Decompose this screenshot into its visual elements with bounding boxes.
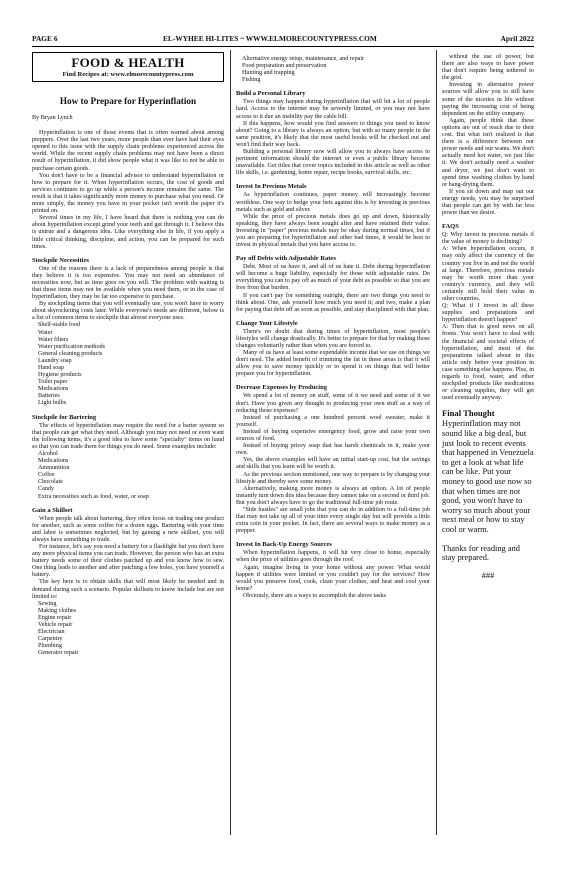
paragraph: Again, people think that these options are out of reach due to their cost. But what isn't realized is that there is a difference between our power needs and our wants. We don't actually need hot water, we just like it. We don't actually need a washer and dryer, we just don't want to spend time washing clothes by hand or hang-drying them. (442, 117, 534, 188)
list-item: Food preparation and preservation (242, 63, 327, 70)
section-box (32, 52, 224, 82)
paragraph: As the previous section mentioned, one way to prepare is by changing your lifestyle and thereby save some money. (236, 471, 430, 485)
heading-debts: Pay off Debts with Adjustable Rates (236, 255, 336, 263)
list-item: Hand soap (38, 365, 65, 371)
list-item: Generator repair (38, 650, 79, 657)
paragraph: One of the reasons there is a lack of preparedness among people is that they believe it is too expensive. You may not need an abundance of necessities now, but as time goes on you will. The problem with waiting is that those items may not be available when you need them, or in the case of hyperinflation, they may be far too expensive to purchase. (32, 265, 224, 301)
paragraph: Again, imagine living in your home without any power. What would happen if utilities were limited or you couldn't pay for the services? How would you preserve food, cook, clean your clothes, and heat and cool your home? (236, 564, 430, 592)
list-item: Sewing (38, 600, 57, 607)
list-item: Carpentry (38, 636, 63, 643)
stockpile-text (32, 266, 224, 323)
article-title: How to Prepare for Hyperinflation (59, 96, 197, 106)
final-text (442, 419, 534, 562)
paragraph: For instance, let's say you need a battery for a flashlight but you don't have any more physical items you can trade. However, the person who has an extra battery needs some of their clothes patched up and you know how to sew. One thing leads to another and after patching a few holes, you have yourself a battery. (32, 543, 224, 579)
list-item: Toilet paper (38, 379, 68, 386)
heading-faqs: FAQS (442, 223, 459, 231)
newspaper-page (32, 32, 534, 835)
skillset-list-continued (236, 56, 430, 84)
paragraph: "Side hustles" are small jobs that you can do in addition to a full-time job that may not take up all of your time every single day but will provide a little extra coin in your pocket. In fact, there are several ways to make money as a prepper. (236, 506, 430, 535)
page-number: PAGE 6 (32, 34, 58, 43)
paragraph: Yes, the above examples will have an initial start-up cost, but the savings and skills that you learn will be worth it. (236, 457, 430, 471)
list-item: Vehicle repair (38, 622, 73, 628)
column-divider (230, 50, 231, 835)
paragraph: Many of us have at least some expendable income that we use on things we don't need. The added benefit of trimming the fat in these areas is that it will allow you to save money quickly or to spend it on things that will better prepare you for hyperinflation. (236, 350, 430, 378)
list-item: Engine repair (38, 614, 72, 621)
list-item: Plumbing (38, 643, 62, 650)
list-item: Batteries (38, 393, 60, 400)
heading-lifestyle: Change Your Lifestyle (236, 319, 298, 327)
paragraph: If this happens, how would you find answers to things you need to know about? Going to a library is always an option, but with so many people in the same position, it's likely that the most useful books will be checked out and won't find their way back. (236, 120, 430, 148)
column-divider (436, 50, 437, 835)
stockpile-list (32, 322, 224, 407)
list-item: Ammunition (38, 465, 70, 472)
paragraph: If you can't pay for something outright, there are two things you need to think about. One, ask yourself how much you need it; and two, make a plan for paying that debt off as soon as possible, and stay disciplined with that plan. (236, 292, 430, 313)
paragraph: When people talk about bartering, they often focus on trading one product for another, such as some coffee for a dozen eggs. Bartering with your time and labor is sometimes neglected, but by gaining a new skillset, you will always have something to trade. (32, 515, 224, 543)
section-subtitle: Find Recipes at: www.elmorecountypress.com (62, 71, 194, 78)
paragraph: As hyperinflation continues, paper money will increasingly become worthless. One way to hedge your bets against this is by investing in precious metals such as gold and silver. (236, 192, 430, 213)
list-item: Fishing (242, 77, 261, 84)
paragraph: Q: What if I invest in all these supplies and preparations and hyperinflation doesn't happen? (442, 303, 534, 324)
end-mark: ### (481, 570, 495, 580)
paper-masthead: EL-WYHEE HI-LITES ~ WWW.ELMORECOUNTYPRESS.COM (163, 34, 377, 43)
paragraph: Investing in alternative power sources will allow you to still have some of the niceties in life without paying the increasing cost of being dependent on the utility company. (442, 82, 534, 117)
energy-text-continued (442, 54, 534, 217)
paragraph: Building a personal library now will allow you to always have access to pertinent information should the internet or even a public library become unavailable. Get titles that cover topics included in this article as well as other life skills, i.e. gardening, home repair, recipe books, survival skills, etc. (236, 149, 430, 177)
intro (32, 130, 224, 251)
list-item: Water purification methods (38, 343, 106, 350)
paragraph: Instead of buying expensive emergency food, grow and raise your own sources of food. (236, 428, 430, 443)
paragraph: The effects of hyperinflation may require the need for a barter system so that people can get what they need. Although you may not need or even want the following items, it's a good idea to have some "specialty" items on hand so that you can trade them for things you do need. Some examples include: (32, 422, 224, 450)
paragraph: Hyperinflation may not sound like a big deal, but just look to recent events that happened in Venezuela to get a look at what life can be like. Put your money to good use now so that when times are not good, you won't have to worry so much about your next meal or how to stay cool or warm. (442, 419, 534, 534)
paragraph: The key here is to obtain skills that will most likely be needed and in demand during such a scenario. Popular skillsets to know include but are not limited to: (32, 579, 224, 600)
expenses-text (236, 393, 430, 535)
lifestyle-text (236, 329, 430, 379)
list-item: Alternative energy setup, maintenance, and repair (242, 56, 365, 62)
bartering-text (32, 423, 224, 451)
energy-text (236, 550, 430, 600)
list-item: Water (38, 329, 53, 336)
list-item: General cleaning products (38, 350, 103, 357)
paragraph: A: Then that is good news on all fronts. You won't have to deal with the financial and societal effects of hyperinflation, and most of the preparations talked about in this article only better your position in case something else happens. Plus, in regards to food, water, and other stockpiled products like medications or cleaning supplies, they will get used eventually anyway. (442, 324, 534, 402)
list-item: Medications (38, 386, 69, 393)
heading-expenses: Decrease Expenses by Producing (236, 384, 327, 392)
paragraph: While the price of precious metals does go up and down, historically speaking, they have always been sought after and have retained their value. Investing in "paper" precious metals may be okay during normal times, but if you are preparing for hyperinflation and other bad times, it would be best to invest in physical metals that you have access to. (236, 213, 430, 249)
list-item: Making clothes (38, 607, 77, 614)
list-item: Medications (38, 458, 69, 465)
heading-skillset: Gain a Skillset (32, 506, 73, 514)
list-item: Extra necessities such as food, water, or soap (38, 493, 149, 500)
byline: By Bryan Lynch (32, 115, 73, 121)
column-2 (236, 56, 430, 600)
section-title: FOOD & HEALTH (71, 55, 185, 70)
metals-text (236, 192, 430, 249)
list-item: Electrician (38, 629, 65, 636)
skillset-list (32, 601, 224, 658)
paragraph: By stockpiling items that you will eventually use, you won't have to worry about skyrocketing costs later. While everyone's needs are different, below is a list of common items to stockpile that almost everyone uses. (32, 301, 224, 322)
list-item: Alcohol (38, 450, 58, 457)
page-header (32, 32, 534, 47)
heading-energy: Invest In Back-Up Energy Sources (236, 541, 332, 549)
paragraph: A: When hyperinflation occurs, it may only affect the currency of the country you live in and not the world at large. Therefore, precious metals may be worth more than your country's currency, and they will certainly still hold their value in other countries. (442, 246, 534, 302)
heading-bartering: Stockpile for Bartering (32, 413, 97, 421)
paragraph: Thanks for reading and stay prepared. (442, 543, 520, 563)
column-1 (32, 52, 224, 657)
paragraph: Debt. Most of us have it, and all of us hate it. Debt during hyperinflation will become a huge liability, especially for those with adjustable rates. Do everything you can to pay off as much of your debt as possible so that you are free from that burden. (236, 264, 430, 292)
list-item: Coffee (38, 472, 55, 479)
paragraph: There's no doubt that during times of hyperinflation, most people's lifestyles will change drastically. It's better to prepare for that by making those changes voluntarily rather than when you are forced to. (236, 328, 430, 349)
paragraph: We spend a lot of money on stuff, some of it we need and some of it we don't. Have you given any thought to producing your own stuff as a way of reducing those expenses? (236, 393, 430, 414)
debts-text (236, 264, 430, 314)
issue-date: April 2022 (500, 34, 534, 43)
paragraph: Alternatively, making more money is always an option. A lot of people instantly turn down this idea because they cannot take on a second or third job. But you don't always have to go the traditional full-time job route. (236, 485, 430, 506)
paragraph: You don't have to be a financial advisor to understand hyperinflation or how to prepare for it. When hyperinflation occurs, the cost of goods and services continues to go up while a person's income remains the same. The result is that it takes significantly more money to purchase what you need. Or more simply, the money you have in your pocket isn't worth the paper it's printed on. (32, 172, 224, 215)
heading-metals: Invest In Precious Metals (236, 183, 307, 191)
faqs-text (442, 232, 534, 402)
list-item: Shelf-stable food (38, 322, 81, 329)
paragraph: Several times in my life, I have heard that there is nothing you can do about hyperinflation except grind your teeth and get through it. I believe this is untrue and a dangerous idea. Like everything else in life, if you apply a little critical thinking, discipline, and action, you can be prepared for such times. (32, 215, 224, 250)
list-item: Laundry soap (38, 357, 72, 364)
list-item: Candy (38, 486, 55, 493)
column-3 (442, 54, 534, 580)
list-item: Water filters (38, 336, 69, 343)
list-item: Hygiene products (38, 372, 82, 379)
final-thought (442, 408, 534, 580)
paragraph: Two things may happen during hyperinflation that will hit a lot of people hard. Access to the internet may be severely limited, or you may not have access to it due an inability pay the cable bill. (236, 99, 430, 120)
paragraph: without the use of power, but there are also ways to have power that don't require being tethered to the grid. (442, 54, 534, 82)
heading-final: Final Thought (442, 408, 495, 419)
paragraph: If you sit down and map out our energy needs, you may be surprised that people can get by with far less power than we desire. (442, 188, 534, 217)
paragraph: Q: Why invest in precious metals if the value of money is declining? (442, 232, 534, 246)
heading-library: Build a Personal Library (236, 90, 306, 98)
skillset-text (32, 516, 224, 601)
bartering-list (32, 451, 224, 501)
list-item: Chocolate (38, 479, 63, 486)
list-item: Light bulbs (38, 400, 67, 407)
paragraph: Obviously, there are a ways to accomplish the above tasks (243, 592, 386, 599)
paragraph: Instead of purchasing a one hundred percent wool sweater, make it yourself. (236, 414, 430, 428)
library-text (236, 99, 430, 177)
paragraph: Hyperinflation is one of those events that is often warned about among preppers. Over the last two years, more people than ever have had their eyes opened to this issue with the supply chain problems experienced across the world. While the recent supply chain problems may not have been a direct result of hyperinflation, it did show people what it was like to not be able to purchase certain goods. (32, 130, 224, 172)
list-item: Hunting and trapping (242, 70, 295, 77)
paragraph: Instead of buying pricey soap that has harsh chemicals in it, make your own. (236, 443, 430, 457)
paragraph: When hyperinflation happens, it will hit very close to home, especially when the price of utilities goes through the roof. (236, 550, 430, 564)
heading-stockpile: Stockpile Necessities (32, 256, 89, 264)
